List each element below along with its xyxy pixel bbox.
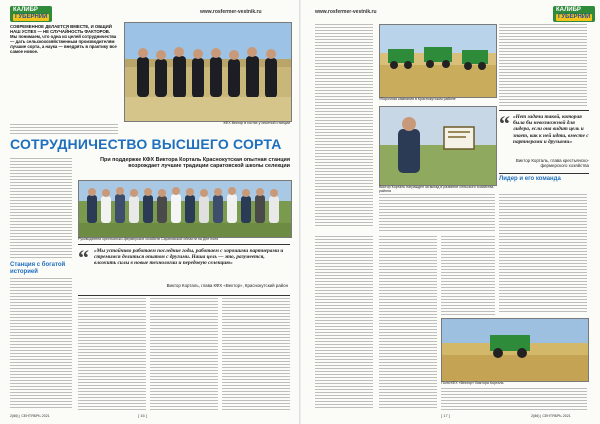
photo-main-caption: Руководители крестьянско-фермерских хозяйств Саратовской области на Дне поля <box>78 237 219 241</box>
pull-quote-text: «Мы устойчиво работаем последние годы, работаем с хорошими партнерами и стремимся делиться опытом с другими. Наша цель — это, разумеется, вложить силы в новые технологии и передовую селекцию» <box>94 248 284 267</box>
body-text-column <box>222 298 290 410</box>
photo-award-image <box>380 107 496 185</box>
right-page <box>301 0 600 424</box>
photo-award <box>379 106 497 186</box>
logo-top-text: КАЛИБР <box>556 7 581 13</box>
body-text-column <box>379 194 495 232</box>
intro-lead: СОВРЕМЕННОЕ ДЕЛАЕТСЯ ВМЕСТЕ, И ОБЩИЙ НАШ УСПЕХ — НЕ СЛУЧАЙНОСТЬ ФАКТОРОВ. Мы понимаем, что одна из целей сотрудничества — дать сельскохозяйственным производителям лучшие сорта, а наука — внедрять в практику все самое новое. <box>10 24 117 55</box>
photo-field-image <box>442 319 588 381</box>
photo-harvest-caption: Уборочная кампания в Краснокутском районе <box>379 97 456 101</box>
body-text-column <box>10 158 72 258</box>
body-text-column <box>78 298 146 410</box>
publication-logo <box>10 6 52 22</box>
section-heading: Лидер и его команда <box>499 176 561 182</box>
pull-quote-text: «Нет задачи такой, которая была бы невозможной для лидера, если она видит цель и знает, как к ней идти, вместе с партнерами и друзьями» <box>513 114 589 145</box>
publication-logo <box>553 6 595 22</box>
body-text-column <box>441 388 587 410</box>
photo-main-group-image <box>79 181 291 237</box>
article-headline: СОТРУДНИЧЕСТВО ВЫСШЕГО СОРТА <box>10 136 282 152</box>
pull-quote-author: Виктор Корталь, глава КФХ «Вектор», Краснокутский район <box>166 283 288 288</box>
section-heading: Станция с богатой историей <box>10 262 66 275</box>
photo-group-field-image <box>125 23 291 121</box>
logo-top-text: КАЛИБР <box>13 7 38 13</box>
website-url: www.rosfermer-vestnik.ru <box>200 9 262 15</box>
issue-date: 2(86) | СЕНТЯБРЬ 2021 <box>531 414 571 418</box>
issue-date: 2(86) | СЕНТЯБРЬ 2021 <box>10 414 50 418</box>
body-text-column <box>10 124 118 136</box>
photo-field-caption: Поля КФХ «Вектор» Виктора Корталь <box>441 381 504 385</box>
body-text-column <box>150 298 218 410</box>
body-text-column <box>315 236 373 408</box>
body-text-column <box>499 24 587 108</box>
pull-quote <box>499 110 589 174</box>
photo-top-caption: КФХ Вектор в гостях у опытной станции <box>223 121 290 125</box>
photo-award-caption: Виктор Корталь награжден за вклад в развитие сельского хозяйства района <box>379 185 494 194</box>
website-url: www.rosfermer-vestnik.ru <box>315 9 377 15</box>
pull-quote-author: Виктор Корталь, глава крестьянско-фермерского хозяйства <box>515 158 589 169</box>
photo-main-group <box>78 180 292 238</box>
quote-mark-icon: “ <box>499 111 510 136</box>
photo-field <box>441 318 589 382</box>
article-subhead: При поддержке КФХ Виктора Корталь Краснокутская опытная станция возрождает лучшие традиции саратовской школы селекции <box>100 157 290 170</box>
quote-mark-icon: “ <box>78 245 89 270</box>
body-text-column <box>10 278 72 410</box>
photo-group-field <box>124 22 292 122</box>
body-text-column <box>315 24 373 228</box>
logo-bottom-text: ГУБЕРНИИ <box>558 14 591 20</box>
photo-harvest-image <box>380 25 496 97</box>
page-number: [ 16 ] <box>138 413 147 418</box>
photo-harvest <box>379 24 497 98</box>
page-number: [ 17 ] <box>441 413 450 418</box>
pull-quote <box>78 244 290 296</box>
body-text-column <box>441 236 495 316</box>
body-text-column <box>499 194 587 314</box>
body-text-column <box>379 236 437 408</box>
logo-bottom-text: ГУБЕРНИИ <box>15 14 48 20</box>
